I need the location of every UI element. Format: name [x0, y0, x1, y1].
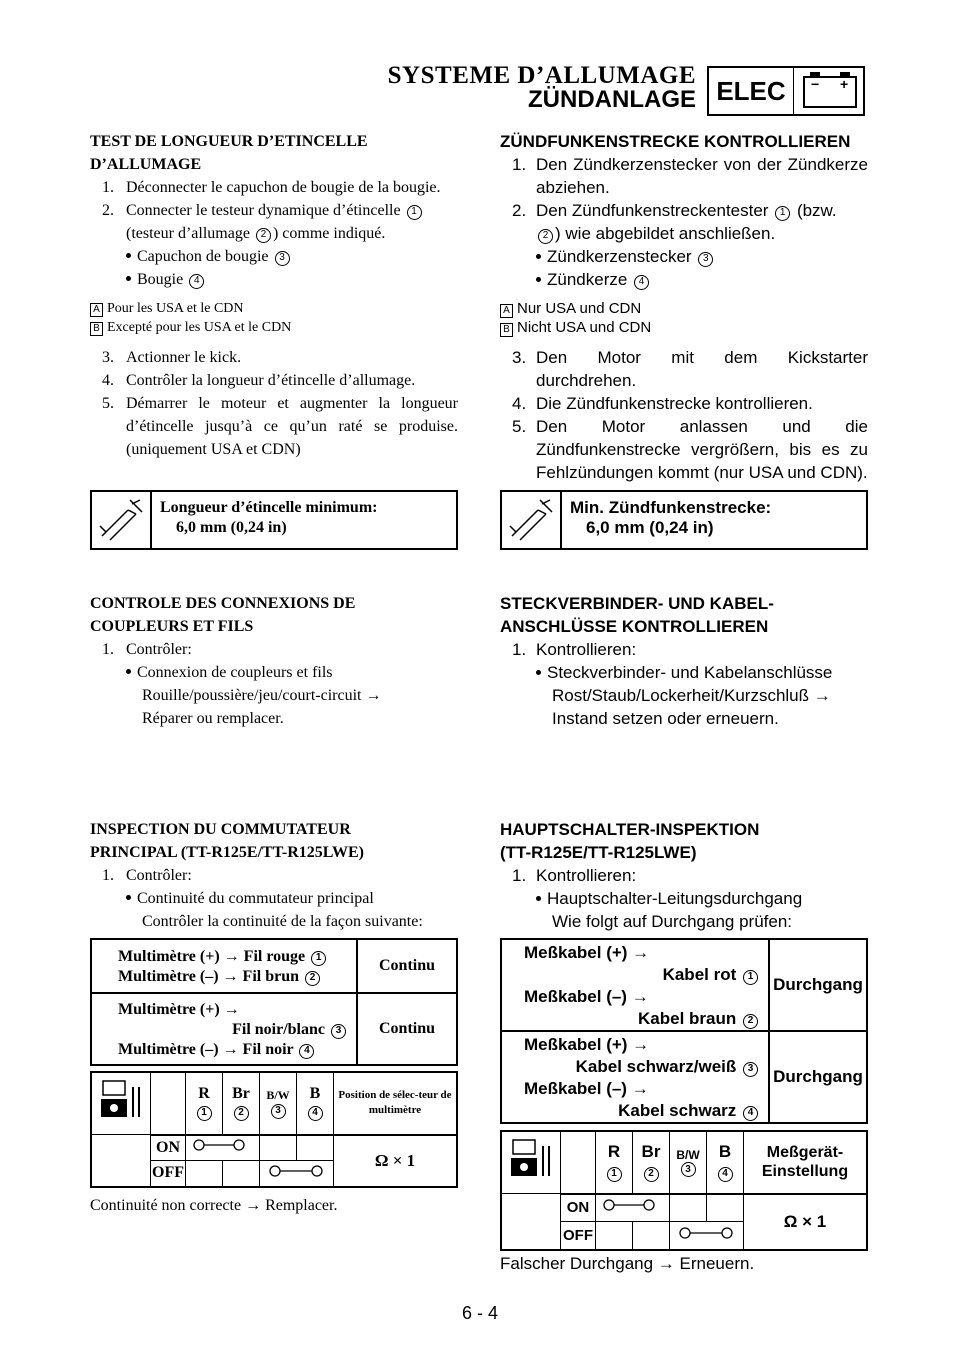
ref-marker: 2 [305, 971, 320, 986]
de-spark-title: ZÜNDFUNKENSTRECKE KONTROLLIEREN [500, 132, 851, 151]
fr-conn-bullet [90, 661, 458, 684]
blank-cell [501, 1194, 561, 1250]
de-spark-gap-section [500, 130, 868, 484]
fr-step-1 [90, 176, 458, 199]
table-row-on [91, 1135, 457, 1161]
bullet-text: Continuité du commutateur principal [137, 890, 374, 907]
multimeter-icon [91, 1072, 151, 1135]
fr-switch-bullet [90, 887, 458, 910]
header-title-de: ZÜNDANLAGE [528, 86, 696, 113]
de-spec-label: Min. Zündfunkenstrecke: [570, 498, 772, 517]
col-name: B [309, 1085, 321, 1103]
empty-cell [223, 1161, 260, 1187]
col-header-r [186, 1072, 223, 1135]
fr-spec-label: Longueur d’étincelle minimum: [160, 499, 378, 516]
fr-note-a [90, 299, 458, 318]
fr-switch-title-2: PRINCIPAL (TT-R125E/TT-R125LWE) [90, 844, 364, 861]
continuity-symbol [186, 1135, 260, 1161]
de-bullet-plug-cap [500, 245, 868, 268]
col-name: B [718, 1142, 732, 1162]
ref-marker: 2 [644, 1167, 659, 1182]
setting-value: Ω × 1 [334, 1135, 458, 1187]
fr-switch-detail: Contrôler la continuité de la façon suivante: [142, 913, 423, 930]
ref-marker: 4 [308, 1106, 323, 1121]
cell-text: Meßkabel (–) → [524, 1079, 649, 1098]
cell-text: Multimètre (–) → Fil noir [118, 1041, 294, 1058]
ref-marker: 2 [234, 1106, 249, 1121]
col-header-bw [260, 1072, 297, 1135]
note-text: Pour les USA et le CDN [107, 301, 244, 316]
fr-spark-title-2: D’ALLUMAGE [90, 156, 202, 173]
col-header-setting [744, 1131, 868, 1194]
continuity-symbol [260, 1161, 334, 1187]
table-row [91, 993, 457, 1065]
step-number: 1. [512, 155, 527, 174]
step-number: 1. [102, 179, 114, 196]
step-text-part: Den Zündfunkenstreckentester [536, 201, 769, 220]
cell-text: Multimètre (–) → Fil brun [118, 968, 300, 985]
cell-text: Meßkabel (–) → [524, 987, 649, 1006]
de-step-5 [500, 415, 868, 484]
fr-conn-title-2: COUPLEURS ET FILS [90, 618, 254, 635]
step-text: Déconnecter le capuchon de bougie de la bougie. [126, 179, 441, 196]
bullet-dot [536, 277, 541, 282]
col-header-br [223, 1072, 260, 1135]
empty-cell [260, 1135, 297, 1161]
step-text [126, 199, 458, 245]
de-connector-section [500, 592, 868, 730]
col-name: B/W [266, 1088, 290, 1102]
note-text: Nicht USA und CDN [517, 319, 652, 336]
step-number: 4. [102, 372, 114, 389]
bullet-dot [126, 669, 131, 674]
fr-connector-section [90, 592, 458, 730]
step-number: 1. [512, 640, 527, 659]
step-text: Kontrollieren: [536, 640, 637, 659]
bullet-dot [126, 276, 131, 281]
ref-marker: 1 [407, 205, 422, 220]
fr-conn-title-1: CONTROLE DES CONNEXIONS DE [90, 595, 356, 612]
step-number: 3. [512, 348, 527, 367]
table-cell [501, 1031, 769, 1123]
step-text-part: Connecter le testeur dynamique d’étincelle [126, 202, 401, 219]
blank-cell [151, 1072, 186, 1135]
bullet-dot [126, 895, 131, 900]
col-name: R [607, 1142, 621, 1162]
de-conn-title-1: STECKVERBINDER- UND KABEL- [500, 594, 774, 613]
col-header-r [596, 1131, 633, 1194]
battery-minus: − [811, 76, 820, 92]
row-label-on: ON [151, 1135, 186, 1161]
table-cell-result: Durchgang [769, 1031, 867, 1123]
bullet-text: Steckverbinder- und Kabelanschlüsse [547, 663, 833, 682]
de-note-b [500, 318, 868, 337]
fr-switch-footer: Continuité non correcte → Remplacer. [90, 1197, 338, 1214]
step-number: 3. [102, 349, 114, 366]
step-number: 1. [512, 866, 527, 885]
caliper-icon [92, 492, 152, 548]
ref-marker: 1 [311, 951, 326, 966]
cell-text: Kabel braun [638, 1009, 737, 1028]
ref-marker: 1 [743, 970, 758, 985]
bullet-text: Bougie [137, 271, 184, 288]
bullet-dot [536, 254, 541, 259]
fr-step-4 [90, 369, 458, 392]
ref-marker: 3 [743, 1062, 758, 1077]
empty-cell [596, 1222, 633, 1250]
de-step-1 [500, 153, 868, 199]
row-label-off: OFF [151, 1161, 186, 1187]
empty-cell [707, 1194, 744, 1222]
de-step-3 [500, 346, 868, 392]
de-switch-title-1: HAUPTSCHALTER-INSPEKTION [500, 820, 760, 839]
empty-cell [633, 1222, 670, 1250]
de-switch-table [500, 1130, 868, 1251]
note-text: Nur USA und CDN [517, 300, 642, 317]
de-switch-title-2: (TT-R125E/TT-R125LWE) [500, 843, 697, 862]
bullet-text: Zündkerzenstecker [547, 247, 692, 266]
fr-spec-value: 6,0 mm (0,24 in) [176, 519, 287, 536]
ref-marker: 2 [538, 229, 553, 244]
de-continuity-table [500, 938, 868, 1124]
step-number: 1. [102, 867, 114, 884]
table-row [91, 1072, 457, 1135]
ref-marker: 4 [718, 1167, 733, 1182]
col-name: B/W [676, 1147, 700, 1162]
bullet-dot [126, 253, 131, 258]
cell-text: Meßkabel (+) → [524, 1035, 650, 1054]
cell-text: Meßkabel (+) → [524, 943, 650, 962]
de-spec-box [500, 490, 868, 550]
step-text: Den Motor mit dem Kickstarter durchdrehen. [536, 348, 868, 390]
de-step-4 [500, 392, 868, 415]
row-label-on: ON [561, 1194, 596, 1222]
cell-text: Fil noir/blanc [232, 1021, 325, 1038]
continuity-symbol [670, 1222, 744, 1250]
ref-marker: 2 [743, 1014, 758, 1029]
de-switch-step-1 [500, 864, 868, 887]
note-text: Excepté pour les USA et le CDN [107, 320, 292, 335]
de-conn-detail-1: Rost/Staub/Lockerheit/Kurzschluß → [552, 686, 831, 705]
table-cell-result: Continu [357, 939, 457, 993]
col-header-br [633, 1131, 670, 1194]
de-main-switch-section [500, 818, 868, 933]
de-switch-detail: Wie folgt auf Durchgang prüfen: [552, 912, 793, 931]
step-text [536, 199, 868, 245]
note-key: A [90, 303, 103, 317]
fr-note-b [90, 318, 458, 337]
de-switch-footer: Falscher Durchgang → Erneuern. [500, 1254, 755, 1273]
fr-conn-detail-1: Rouille/poussière/jeu/court-circuit → [142, 687, 382, 704]
table-cell-result: Continu [357, 993, 457, 1065]
caliper-icon [502, 492, 562, 548]
note-key: B [500, 323, 513, 337]
step-text: Die Zündfunkenstrecke kontrollieren. [536, 394, 813, 413]
step-text: Den Zündkerzenstecker von der Zündkerze abziehen. [536, 155, 868, 197]
col-name: Br [641, 1142, 661, 1162]
step-number: 5. [102, 395, 114, 412]
blank-cell [91, 1135, 151, 1187]
setting-value: Ω × 1 [744, 1194, 868, 1250]
col-header-b [707, 1131, 744, 1194]
table-row [501, 939, 867, 1031]
fr-switch-table [90, 1071, 458, 1188]
ref-marker: 1 [607, 1167, 622, 1182]
step-number: 2. [102, 202, 114, 219]
fr-conn-detail-2: Réparer ou remplacer. [142, 710, 284, 727]
table-row-on [501, 1194, 867, 1222]
fr-spec-box [90, 490, 458, 550]
page-number: 6 - 4 [461, 1303, 499, 1323]
elec-label: ELEC [709, 68, 794, 114]
step-number: 1. [102, 641, 114, 658]
step-number: 5. [512, 417, 527, 436]
step-text-part: ) comme indiqué. [272, 225, 386, 242]
ref-marker: 4 [299, 1044, 314, 1059]
ref-marker: 3 [681, 1162, 696, 1177]
multimeter-icon [501, 1131, 561, 1194]
col-header-b [297, 1072, 334, 1135]
fr-step-3 [90, 346, 458, 369]
col-name: Einstellung [761, 1163, 849, 1181]
ref-marker: 2 [256, 228, 271, 243]
bullet-text: Zündkerze [547, 270, 628, 289]
table-row [501, 1031, 867, 1123]
bullet-dot [536, 670, 541, 675]
blank-cell [561, 1131, 596, 1194]
bullet-text: Connexion de coupleurs et fils [137, 664, 333, 681]
cell-text: Kabel schwarz [618, 1101, 737, 1120]
bullet-dot [536, 896, 541, 901]
de-conn-step-1 [500, 638, 868, 661]
ref-marker: 3 [698, 252, 713, 267]
cell-text: Multimètre (+) → [118, 1001, 240, 1018]
col-header-setting: Position de sélec-teur de multimètre [334, 1072, 458, 1135]
table-cell [91, 939, 357, 993]
col-name: Br [232, 1085, 250, 1103]
empty-cell [186, 1161, 223, 1187]
ref-marker: 1 [197, 1106, 212, 1121]
step-text: Contrôler: [126, 867, 192, 884]
cell-text: Kabel rot [662, 965, 737, 984]
fr-step-2 [90, 199, 458, 245]
empty-cell [670, 1194, 707, 1222]
note-key: B [90, 322, 103, 336]
fr-bullet-spark-cap [90, 245, 458, 268]
table-cell [501, 939, 769, 1031]
step-text: Contrôler la longueur d’étincelle d’allumage. [126, 372, 416, 389]
step-text: Contrôler: [126, 641, 192, 658]
col-name: Meßgerät- [766, 1144, 844, 1162]
de-switch-bullet [500, 887, 868, 910]
table-cell [91, 993, 357, 1065]
row-label-off: OFF [561, 1222, 596, 1250]
note-key: A [500, 304, 513, 318]
bullet-text: Capuchon de bougie [137, 248, 269, 265]
cell-text: Multimètre (+) → Fil rouge [118, 948, 306, 965]
ref-marker: 1 [775, 206, 790, 221]
ref-marker: 4 [634, 275, 649, 290]
bullet-text: Hauptschalter-Leitungsdurchgang [547, 889, 803, 908]
fr-switch-title-1: INSPECTION DU COMMUTATEUR [90, 821, 351, 838]
table-cell-result: Durchgang [769, 939, 867, 1031]
step-text-part: ) wie abgebildet anschließen. [555, 224, 776, 243]
step-text: Démarrer le moteur et augmenter la longueur d’étincelle jusqu’à ce qu’un raté se produise. (uniquement USA et CDN) [126, 395, 458, 458]
step-number: 4. [512, 394, 527, 413]
de-conn-title-2: ANSCHLÜSSE KONTROLLIEREN [500, 617, 769, 636]
step-text: Den Motor anlassen und die Zündfunkenstrecke vergrößern, bis es zu Fehlzündungen kommt (nur USA und CDN). [536, 417, 868, 482]
fr-switch-step-1 [90, 864, 458, 887]
fr-main-switch-section [90, 818, 458, 933]
table-row [501, 1131, 867, 1194]
ref-marker: 3 [271, 1104, 286, 1119]
battery-icon [794, 68, 863, 114]
step-number: 2. [512, 201, 527, 220]
de-bullet-plug [500, 268, 868, 291]
fr-spark-gap-section [90, 130, 458, 461]
battery-plus: + [840, 76, 849, 92]
de-step-2 [500, 199, 868, 245]
fr-step-5 [90, 392, 458, 461]
col-name: R [198, 1085, 210, 1103]
elec-section-badge [707, 66, 865, 116]
cell-text: Kabel schwarz/weiß [575, 1057, 737, 1076]
de-note-a [500, 299, 868, 318]
step-text: Actionner le kick. [126, 349, 242, 366]
ref-marker: 4 [189, 274, 204, 289]
table-row [91, 939, 457, 993]
fr-bullet-spark-plug [90, 268, 458, 291]
col-header-bw [670, 1131, 707, 1194]
ref-marker: 4 [743, 1106, 758, 1121]
continuity-symbol [596, 1194, 670, 1222]
empty-cell [297, 1135, 334, 1161]
step-text: Kontrollieren: [536, 866, 637, 885]
fr-spark-title-1: TEST DE LONGUEUR D’ETINCELLE [90, 133, 368, 150]
ref-marker: 3 [275, 251, 290, 266]
fr-conn-step-1 [90, 638, 458, 661]
de-conn-bullet [500, 661, 868, 684]
de-conn-detail-2: Instand setzen oder erneuern. [552, 709, 779, 728]
step-text-part: (testeur d’allumage [126, 225, 250, 242]
de-spec-value: 6,0 mm (0,24 in) [586, 518, 714, 537]
header-title-fr: SYSTEME D’ALLUMAGE [387, 62, 696, 89]
step-text-part: (bzw. [796, 201, 837, 220]
fr-continuity-table [90, 938, 458, 1066]
ref-marker: 3 [331, 1024, 346, 1039]
